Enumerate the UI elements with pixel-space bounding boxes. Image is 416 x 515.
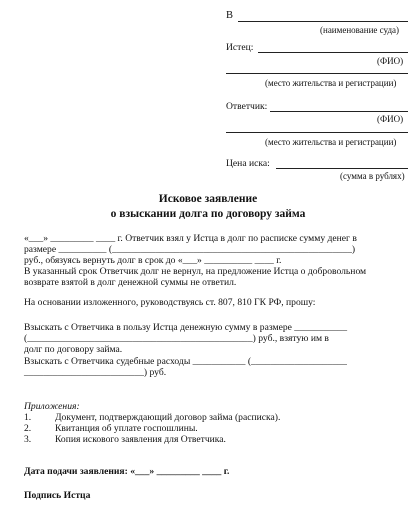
body-p2-line1: В указанный срок Ответчик долг не вернул, на предложение Истца о добровольном bbox=[24, 266, 367, 277]
body-p1-line2: размере __________ (__________________________________________________) bbox=[24, 244, 356, 255]
defendant-address-line bbox=[226, 132, 408, 133]
attachment-text: Документ, подтверждающий договор займа (расписка). bbox=[55, 412, 281, 423]
request1-line3: долг по договору займа. bbox=[24, 344, 123, 355]
price-label: Цена иска: bbox=[226, 158, 270, 169]
attachment-text: Копия искового заявления для Ответчика. bbox=[55, 434, 226, 445]
body-p2-line2: возврате взятой в долг денежной суммы не ответил. bbox=[24, 277, 237, 288]
price-caption: (сумма в рублях) bbox=[340, 171, 405, 181]
filing-date-line: Дата подачи заявления: «___» _________ ____ г. bbox=[24, 466, 230, 477]
court-line bbox=[238, 21, 408, 22]
attachment-num: 3. bbox=[24, 434, 32, 445]
plaintiff-address-line bbox=[226, 73, 408, 74]
plaintiff-label: Истец: bbox=[226, 42, 254, 53]
attachment-num: 1. bbox=[24, 412, 32, 423]
attachments-heading: Приложения: bbox=[24, 401, 80, 412]
request1-line1: Взыскать с Ответчика в пользу Истца денежную сумму в размере ___________ bbox=[24, 322, 348, 333]
body-p1-line3: руб., обязуясь вернуть долг в срок до «___» __________ ____ г. bbox=[24, 255, 282, 266]
court-caption: (наименование суда) bbox=[320, 25, 400, 35]
document-title: Исковое заявление bbox=[158, 193, 258, 205]
defendant-fio-caption: (ФИО) bbox=[377, 114, 404, 124]
document-subtitle: о взыскании долга по договору займа bbox=[110, 208, 306, 220]
attachment-text: Квитанция об уплате госпошлины. bbox=[55, 423, 198, 434]
defendant-label: Ответчик: bbox=[226, 101, 268, 112]
plaintiff-fio-caption: (ФИО) bbox=[377, 56, 404, 66]
court-prefix: В bbox=[226, 10, 234, 21]
price-line bbox=[276, 168, 408, 169]
body-p3: На основании изложенного, руководствуясь ст. 807, 810 ГК РФ, прошу: bbox=[24, 297, 316, 308]
defendant-line bbox=[270, 111, 408, 112]
plaintiff-signature: Подпись Истца bbox=[24, 490, 91, 501]
request2-line2: _________________________) руб. bbox=[24, 367, 167, 378]
attachment-num: 2. bbox=[24, 423, 32, 434]
plaintiff-residence-caption: (место жительства и регистрации) bbox=[265, 78, 397, 88]
request2-line1: Взыскать с Ответчика судебные расходы ___________ (____________________ bbox=[24, 356, 347, 367]
defendant-residence-caption: (место жительства и регистрации) bbox=[265, 137, 397, 147]
plaintiff-line bbox=[258, 52, 408, 53]
request1-line2: (_______________________________________________) руб., взятую им в bbox=[24, 333, 329, 344]
body-p1-line1: «___» _________ ____ г. Ответчик взял у Истца в долг по расписке сумму денег в bbox=[24, 233, 357, 244]
